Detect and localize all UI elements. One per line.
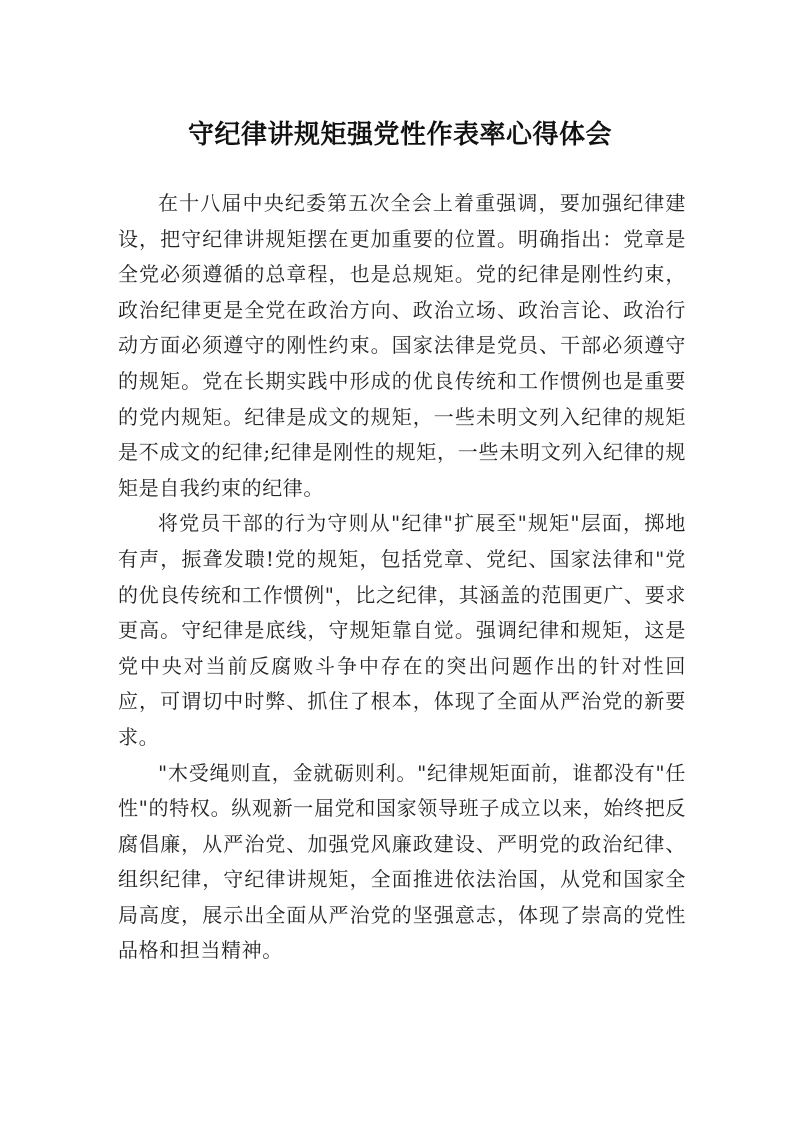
- document-body: [118, 186, 686, 969]
- paragraph-3: "木受绳则直，金就砺则利。"纪律规矩面前，谁都没有"任性"的特权。纵观新一届党和国家领导班子成立以来，始终把反腐倡廉，从严治党、加强党风廉政建设、严明党的政治纪律、组织纪律，守纪律讲规矩，全面推进依法治国，从党和国家全局高度，展示出全面从严治党的坚强意志，体现了崇高的党性品格和担当精神。: [118, 760, 686, 963]
- document-title: 守纪律讲规矩强党性作表率心得体会: [187, 120, 612, 151]
- paragraph-1: 在十八届中央纪委第五次全会上着重强调，要加强纪律建设，把守纪律讲规矩摆在更加重要的位置。明确指出：党章是全党必须遵循的总章程，也是总规矩。党的纪律是刚性约束，政治纪律更是全党在政治方向、政治立场、政治言论、政治行动方面必须遵守的刚性约束。国家法律是党员、干部必须遵守的规矩。党在长期实践中形成的优良传统和工作惯例也是重要的党内规矩。纪律是成文的规矩，一些未明文列入纪律的规矩是不成文的纪律;纪律是刚性的规矩，一些未明文列入纪律的规矩是自我约束的纪律。: [118, 191, 686, 500]
- paragraph-2: 将党员干部的行为守则从"纪律"扩展至"规矩"层面，掷地有声，振聋发聩!党的规矩，包括党章、党纪、国家法律和"党的优良传统和工作惯例"，比之纪律，其涵盖的范围更广、要求更高。守纪律是底线，守规矩靠自觉。强调纪律和规矩，这是党中央对当前反腐败斗争中存在的突出问题作出的针对性回应，可谓切中时弊、抓住了根本，体现了全面从严治党的新要求。: [118, 511, 686, 749]
